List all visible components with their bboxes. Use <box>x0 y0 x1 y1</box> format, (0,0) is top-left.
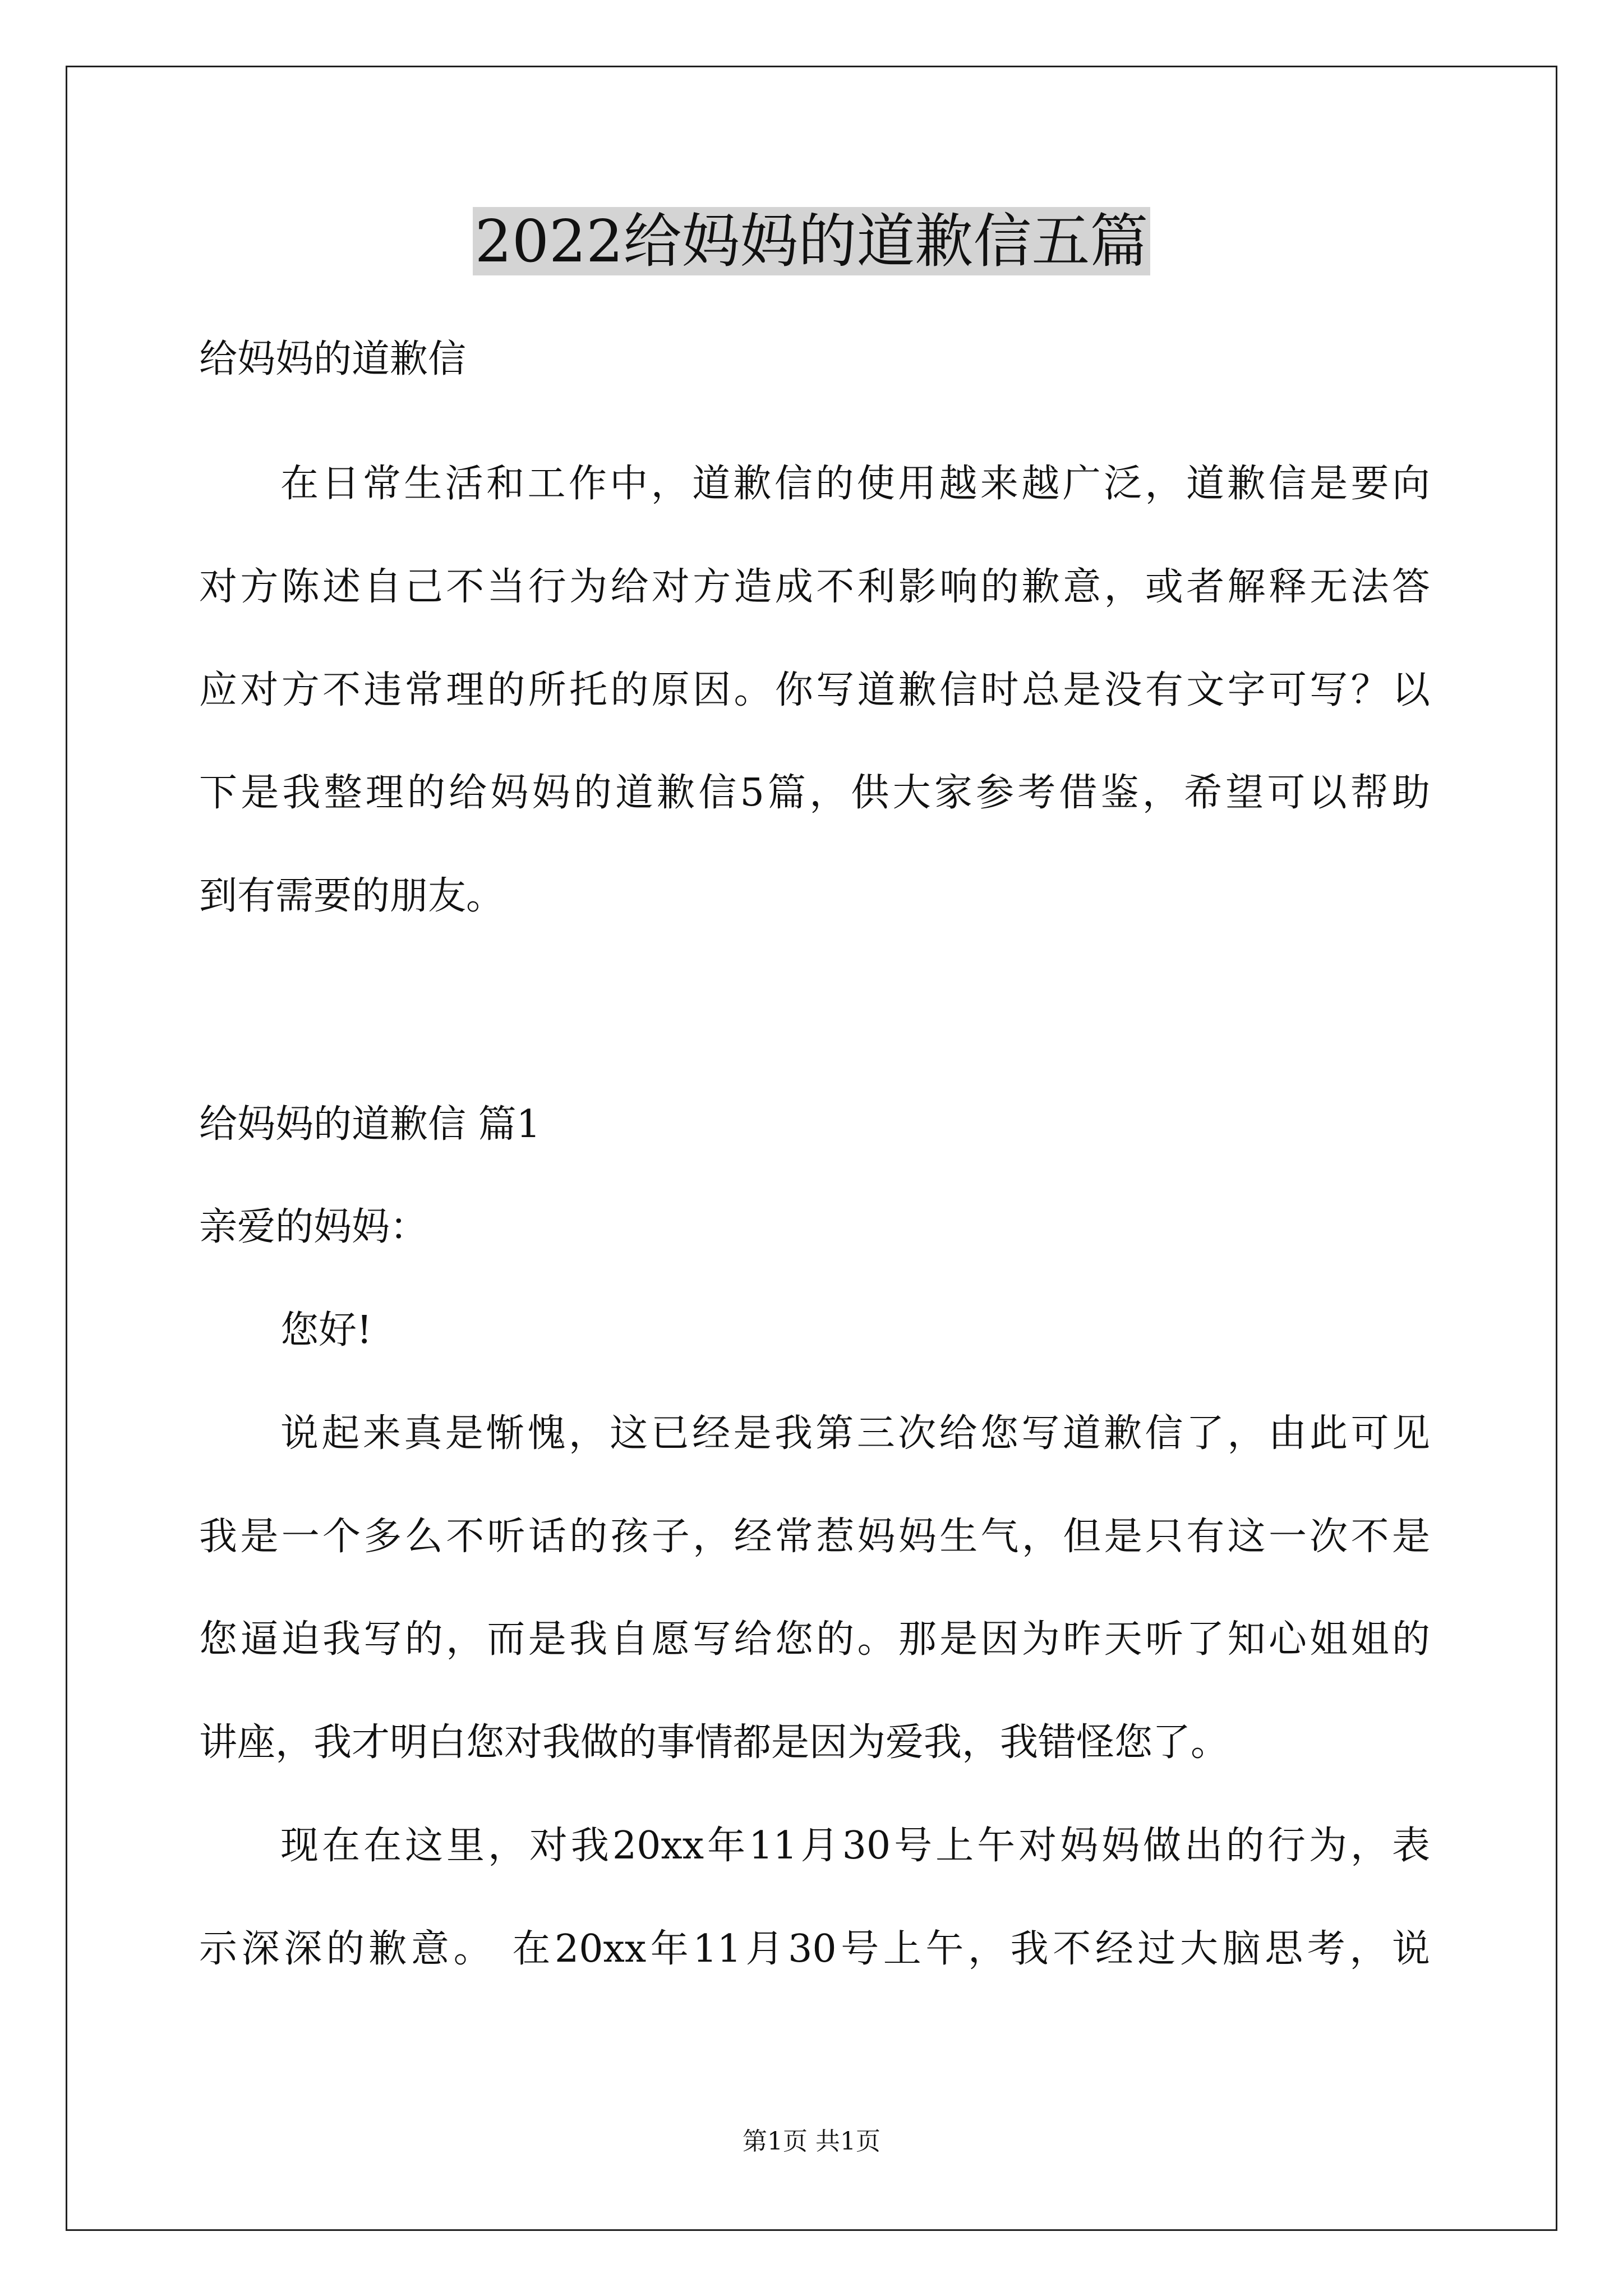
paragraph-line: 示深深的歉意。 在20xx年11月30号上午，我不经过大脑思考，说 <box>199 1927 1430 1971</box>
document-title-text: 2022给妈妈的道歉信五篇 <box>473 207 1151 275</box>
paragraph-line: 在日常生活和工作中，道歉信的使用越来越广泛，道歉信是要向 <box>280 462 1430 506</box>
paragraph-line: 我是一个多么不听话的孩子，经常惹妈妈生气，但是只有这一次不是 <box>199 1515 1430 1559</box>
section-heading: 给妈妈的道歉信 <box>199 337 467 381</box>
paragraph-line: 对方陈述自己不当行为给对方造成不利影响的歉意，或者解释无法答 <box>199 565 1430 609</box>
paragraph-line: 讲座，我才明白您对我做的事情都是因为爱我，我错怪您了。 <box>199 1720 1229 1765</box>
letter-heading: 给妈妈的道歉信 篇1 <box>199 1102 541 1147</box>
paragraph-line: 下是我整理的给妈妈的道歉信5篇，供大家参考借鉴，希望可以帮助 <box>199 771 1430 815</box>
paragraph-line: 说起来真是惭愧，这已经是我第三次给您写道歉信了，由此可见 <box>280 1411 1430 1456</box>
paragraph-line: 您逼迫我写的，而是我自愿写给您的。那是因为昨天听了知心姐姐的 <box>199 1617 1430 1662</box>
paragraph-line: 应对方不违常理的所托的原因。你写道歉信时总是没有文字可写？以 <box>199 668 1430 712</box>
page-footer: 第1页 共1页 <box>743 2127 880 2156</box>
greeting: 您好! <box>280 1308 372 1352</box>
paragraph-line: 现在在这里，对我20xx年11月30号上午对妈妈做出的行为，表 <box>280 1824 1430 1868</box>
salutation: 亲爱的妈妈： <box>199 1205 428 1249</box>
paragraph-line: 到有需要的朋友。 <box>199 874 505 918</box>
document-title <box>0 205 1623 278</box>
